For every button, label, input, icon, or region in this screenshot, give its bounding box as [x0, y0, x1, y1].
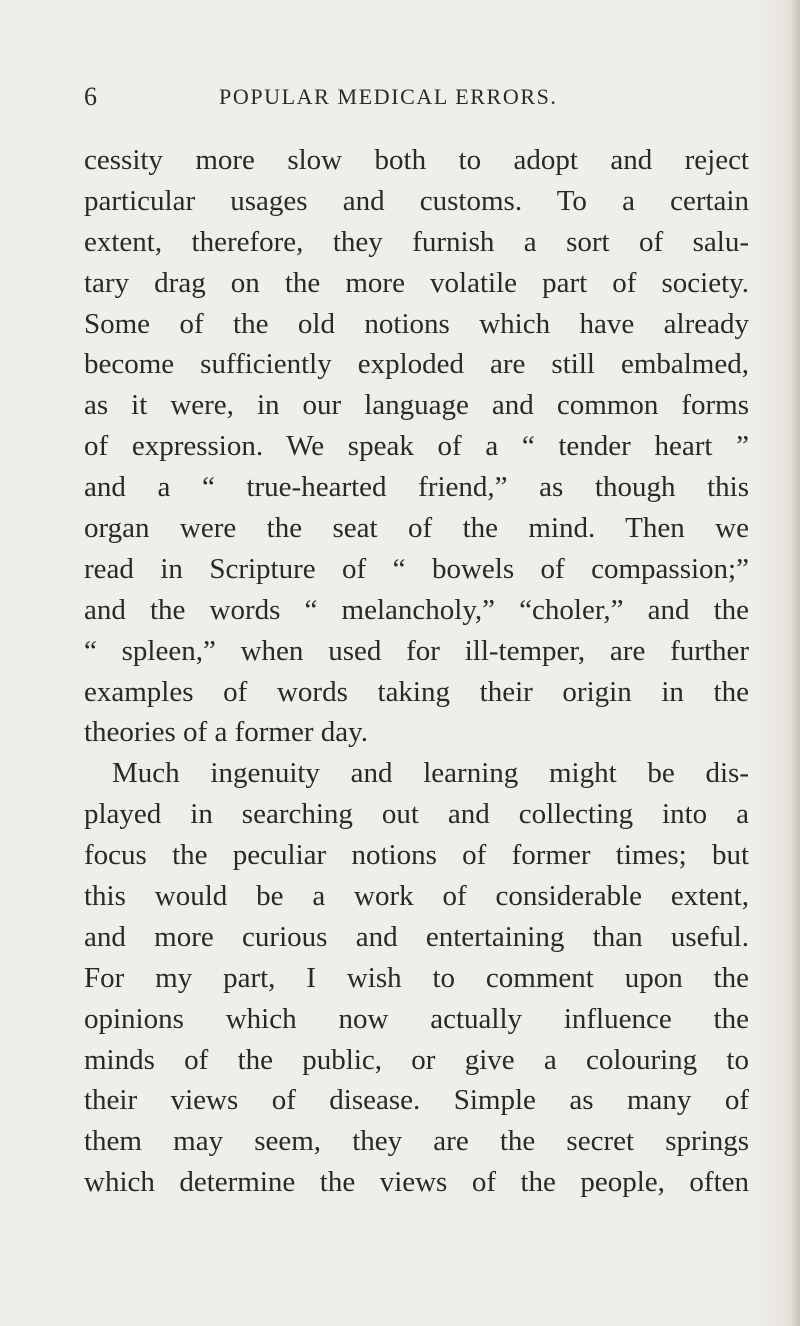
text-line: and the words “ melancholy,” “choler,” and the — [84, 593, 749, 626]
text-line: tary drag on the more volatile part of society. — [84, 266, 749, 299]
page-number: 6 — [84, 82, 98, 111]
text-line: them may seem, they are the secret springs — [84, 1125, 749, 1158]
text-line: and more curious and entertaining than useful. — [84, 920, 749, 953]
text-line: become sufficiently exploded are still embalmed, — [84, 348, 749, 381]
text-line: theories of a former day. — [84, 716, 368, 749]
text-line: and a “ true-hearted friend,” as though this — [84, 471, 749, 504]
text-line: “ spleen,” when used for ill-temper, are further — [84, 634, 749, 667]
paragraph-1 — [84, 140, 749, 753]
text-line: their views of disease. Simple as many of — [84, 1084, 749, 1117]
paragraph-2 — [84, 753, 749, 1203]
text-line: of expression. We speak of a “ tender heart ” — [84, 430, 749, 463]
text-line: read in Scripture of “ bowels of compassion;” — [84, 552, 749, 585]
text-line: minds of the public, or give a colouring to — [84, 1043, 749, 1076]
running-title: POPULAR MEDICAL ERRORS. — [219, 84, 558, 109]
text-line: this would be a work of considerable extent, — [84, 880, 749, 913]
text-line: as it were, in our language and common forms — [84, 389, 749, 422]
text-line: Some of the old notions which have already — [84, 307, 749, 340]
text-line: extent, therefore, they furnish a sort of salu- — [84, 225, 749, 258]
body-text — [84, 140, 749, 1203]
text-line: played in searching out and collecting into a — [84, 798, 749, 831]
text-line: organ were the seat of the mind. Then we — [84, 512, 749, 545]
text-line: opinions which now actually influence the — [84, 1002, 749, 1035]
text-line: focus the peculiar notions of former times; but — [84, 839, 749, 872]
text-line: cessity more slow both to adopt and reject — [84, 144, 749, 176]
text-line: For my part, I wish to comment upon the — [84, 961, 749, 994]
page-edge-shadow — [790, 0, 800, 1326]
text-line: Much ingenuity and learning might be dis- — [112, 757, 749, 790]
page-header — [84, 80, 744, 114]
text-line: examples of words taking their origin in the — [84, 675, 749, 708]
text-line: which determine the views of the people, often — [84, 1166, 749, 1199]
text-line: particular usages and customs. To a certain — [84, 184, 749, 217]
